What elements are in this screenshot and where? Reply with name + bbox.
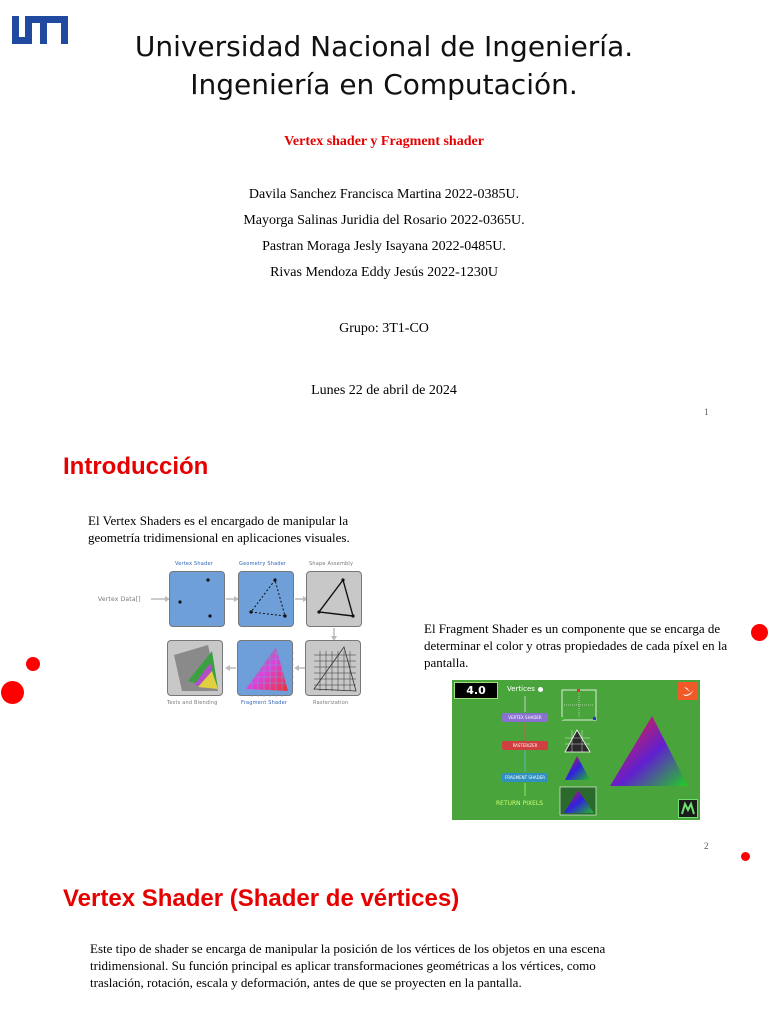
document-topic: Vertex shader y Fragment shader [284,134,484,149]
author-list [0,182,768,286]
vertex-data-label: Vertex Data[] [98,596,141,603]
vertex-intro-text: El Vertex Shaders es el encargado de manipular la geometría tridimensional en aplicaciones visuales. [88,513,350,545]
page-number: 1 [704,407,709,417]
vertex-shader-heading: Vertex Shader (Shader de vértices) [63,885,460,912]
fragment-intro-text: El Fragment Shader es un componente que se encarga de determinar el color y otras propiedades de cada píxel en la pantalla. [424,621,728,670]
vertex-shader-text: Este tipo de shader se encarga de manipular la posición de los vértices de los objetos en una escena tridimensional. Su función principal es aplicar transformaciones geométricas a los vértices, como traslación, rotación, escala y deformación, antes de que se proyecten en la pantalla. [90,941,606,990]
stage-label: Vertex Shader [175,561,213,567]
shader-pipeline-image [452,680,700,820]
page-number: 2 [704,841,709,851]
vertices-label: Vertices [507,685,535,693]
rasterization-box [305,640,361,696]
vertex-shader-stage: VERTEX SHADER [502,713,548,722]
program-name: Ingeniería en Computación. [190,68,578,101]
stage-label: Shape Assembly [309,561,354,567]
red-dot-decoration [741,852,750,861]
author-line: Davila Sanchez Francisca Martina 2022-0385U. [248,187,520,202]
red-dot-decoration [26,657,40,671]
geometry-shader-box [238,571,294,627]
panel-graphics [452,680,700,820]
swift-icon [678,682,698,700]
stage-label: Tests and Blending [167,700,218,706]
rasterizer-stage: RASTERIZER [502,741,548,750]
red-dot-decoration [1,681,24,704]
document-title [0,28,768,104]
intro-heading: Introducción [63,453,209,480]
stage-label: Fragment Shader [241,700,288,706]
shape-assembly-box [306,571,362,627]
version-label: 4.0 [466,684,486,697]
app-logo-icon [678,799,698,818]
return-pixels-label: RETURN PIXELS [496,800,544,807]
red-dot-decoration [751,624,768,641]
author-line: Rivas Mendoza Eddy Jesús 2022-1230U [270,265,498,280]
stage-label: Rasterization [313,700,349,706]
date-label: Lunes 22 de abril de 2024 [311,383,457,398]
fragment-shader-stage: FRAGMENT SHADER [502,773,548,782]
author-line: Pastran Moraga Jesly Isayana 2022-0485U. [262,239,506,254]
author-line: Mayorga Salinas Juridia del Rosario 2022-0365U. [243,213,525,228]
university-name: Universidad Nacional de Ingeniería. [134,30,634,63]
stage-label: Geometry Shader [239,561,287,567]
vertex-shader-box [169,571,225,627]
tests-blending-box [167,640,223,696]
group-label: Grupo: 3T1-CO [339,321,429,336]
fragment-shader-box [237,640,293,696]
graphics-pipeline-diagram [95,560,375,710]
